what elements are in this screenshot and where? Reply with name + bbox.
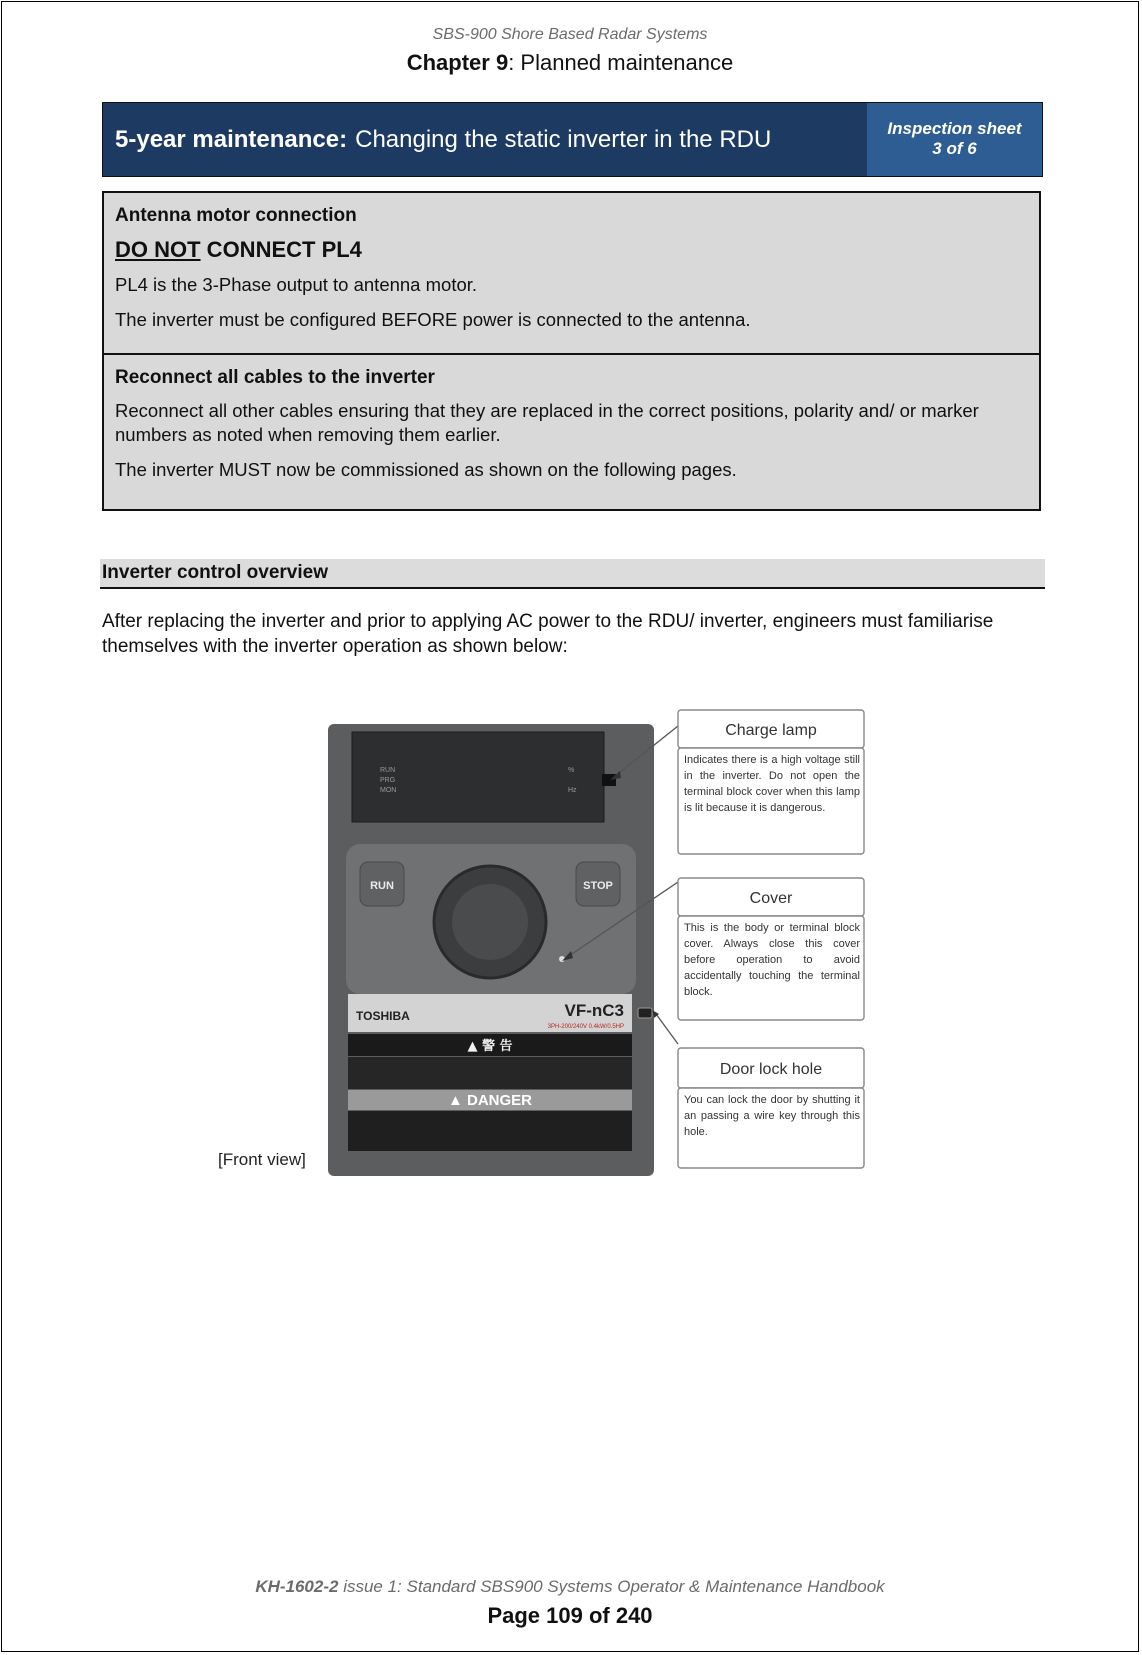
brand-label: TOSHIBA <box>356 1009 410 1023</box>
warning-rest: CONNECT PL4 <box>200 237 362 262</box>
antenna-motor-p1: PL4 is the 3-Phase output to antenna motor. <box>115 274 478 295</box>
display-mon: MON <box>380 787 397 794</box>
callout-door-lock-body: You can lock the door by shutting it an passing a wire key through this hole. <box>684 1094 860 1138</box>
callout-cover-title: Cover <box>749 890 793 907</box>
do-not-connect-warning <box>115 237 1029 263</box>
page <box>1 1 1139 1652</box>
callout-cover-body: This is the body or terminal block cover. Always close this cover before operation to avoid accidentally touching the terminal block. <box>684 922 860 998</box>
callout-charge-lamp-title: Charge lamp <box>725 722 817 739</box>
inspection-sheet <box>867 103 1042 176</box>
setting-dial-center <box>452 884 528 960</box>
inspection-sheet-count: 3 of 6 <box>932 139 977 158</box>
danger-label: ▲ DANGER <box>447 1092 533 1109</box>
model-sub-label: 3PH-200/240V 0.4kW/0.5HP <box>547 1024 624 1030</box>
inspection-sheet-label: Inspection sheet <box>887 119 1022 138</box>
reconnect-heading: Reconnect all cables to the inverter <box>115 367 435 388</box>
callout-charge-lamp-body: Indicates there is a high voltage still in the inverter. Do not open the terminal block cover when this lamp is lit because it is dangerous. <box>684 754 860 814</box>
charge-lamp <box>602 774 616 786</box>
display-hz: Hz <box>568 787 577 794</box>
banner-title <box>103 103 867 176</box>
section-intro: After replacing the inverter and prior to applying AC power to the RDU/ inverter, engineers must familiarise themselves with the inverter operation as shown below: <box>102 611 994 657</box>
footer-doc <box>2 1577 1138 1597</box>
reconnect-cables-box <box>102 353 1041 511</box>
banner-text: Changing the static inverter in the RDU <box>355 125 772 153</box>
callout-door-lock-title: Door lock hole <box>719 1061 823 1078</box>
door-lock-arrow <box>656 1014 678 1044</box>
reconnect-p2: The inverter MUST now be commissioned as shown on the following pages. <box>115 459 737 480</box>
display-prg: PRG <box>380 777 396 784</box>
inverter-diagram <box>210 702 922 1182</box>
antenna-motor-p2: The inverter must be configured BEFORE power is connected to the antenna. <box>115 309 751 330</box>
stop-button-label: STOP <box>583 880 613 892</box>
warning-underlined: DO NOT <box>115 237 201 262</box>
antenna-motor-heading: Antenna motor connection <box>115 205 357 226</box>
antenna-motor-box <box>102 191 1041 355</box>
section-banner <box>102 102 1043 177</box>
footer-doc-rest: issue 1: Standard SBS900 Systems Operator & Maintenance Handbook <box>338 1577 885 1596</box>
chapter-title: : Planned maintenance <box>508 50 734 75</box>
callout-charge-lamp <box>678 710 864 854</box>
footer-page-number: Page 109 of 240 <box>487 1603 653 1628</box>
chapter-label: Chapter 9 <box>406 50 509 75</box>
inverter-figure <box>210 702 922 1182</box>
section-heading: Inverter control overview <box>100 559 1045 589</box>
callout-door-lock <box>678 1048 864 1168</box>
display-run: RUN <box>380 767 396 774</box>
door-lock-hole <box>638 1008 652 1018</box>
front-view-label: [Front view] <box>218 1150 306 1169</box>
model-label: VF-nC3 <box>564 1001 624 1020</box>
reconnect-p1: Reconnect all other cables ensuring that they are replaced in the correct positions, polarity and/ or marker numbers as noted when removing them earlier. <box>115 400 979 445</box>
danger-text-area <box>348 1111 632 1151</box>
run-button-label: RUN <box>370 880 394 892</box>
callout-cover <box>678 878 864 1020</box>
display-percent: % <box>568 767 575 774</box>
banner-bold: 5-year maintenance: <box>115 125 348 153</box>
header-chapter <box>2 50 1138 76</box>
warning-text-area <box>348 1057 632 1089</box>
warning-jp: ▲ 警 告 <box>467 1039 513 1054</box>
header-subtitle: SBS-900 Shore Based Radar Systems <box>432 26 708 43</box>
footer-doc-id: KH-1602-2 <box>255 1577 339 1596</box>
